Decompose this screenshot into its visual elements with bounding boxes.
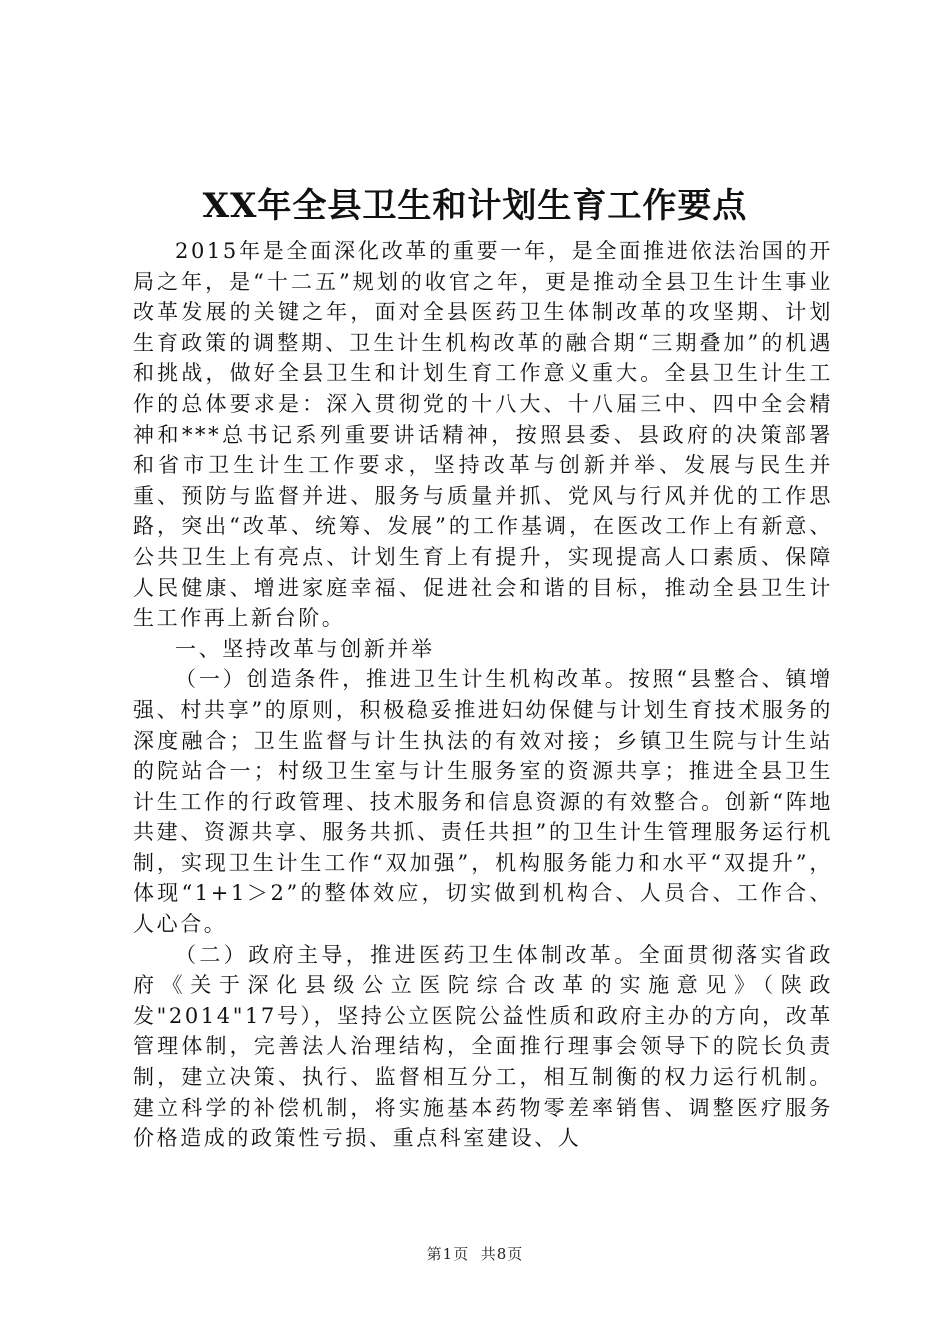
footer-separator bbox=[469, 1245, 481, 1263]
section-heading-1: 一、坚持改革与创新并举 bbox=[175, 636, 435, 661]
paragraph-item-2: （二）政府主导，推进医药卫生体制改革。全面贯彻落实省政府《关于深化县级公立医院综合改革的实施意见》（陕政发"2014"17号），坚持公立医院公益性质和政府主办的方向，改革管理体制，完善法人治理结构，全面推行理事会领导下的院长负责制，建立决策、执行、监督相互分工，相互制衡的权力运行机制。建立科学的补偿机制，将实施基本药物零差率销售、调整医疗服务价格造成的政策性亏损、重点科室建设、人 bbox=[133, 942, 833, 1151]
paragraph-intro: 2015年是全面深化改革的重要一年，是全面推进依法治国的开局之年，是“十二五”规划的收官之年，更是推动全县卫生计生事业改革发展的关键之年，面对全县医药卫生体制改革的攻坚期、计划生育政策的调整期、卫生计生机构改革的融合期“三期叠加”的机遇和挑战，做好全县卫生和计划生育工作意义重大。全县卫生计生工作的总体要求是：深入贯彻党的十八大、十八届三中、四中全会精神和***总书记系列重要讲话精神，按照县委、县政府的决策部署和省市卫生计生工作要求，坚持改革与创新并举、发展与民生并重、预防与监督并进、服务与质量并抓、党风与行风并优的工作思路，突出“改革、统筹、发展”的工作基调，在医改工作上有新意、公共卫生上有亮点、计划生育上有提升，实现提高人口素质、保障人民健康、增进家庭幸福、促进社会和谐的目标，推动全县卫生计生工作再上新台阶。 bbox=[133, 239, 833, 631]
document-body bbox=[133, 236, 833, 1154]
document-title: XX年全县卫生和计划生育工作要点 bbox=[202, 186, 748, 226]
paragraph-item-1: （一）创造条件，推进卫生计生机构改革。按照“县整合、镇增强、村共享”的原则，积极稳妥推进妇幼保健与计划生育技术服务的深度融合；卫生监督与计生执法的有效对接；乡镇卫生院与计生站的院站合一；村级卫生室与计生服务室的资源共享；推进全县卫生计生工作的行政管理、技术服务和信息资源的有效整合。创新“阵地共建、资源共享、服务共抓、责任共担”的卫生计生管理服务运行机制，实现卫生计生工作“双加强”，机构服务能力和水平“双提升”，体现“1+1＞2”的整体效应，切实做到机构合、人员合、工作合、人心合。 bbox=[133, 667, 833, 937]
page-number: 第1页 bbox=[426, 1245, 470, 1263]
page-total: 共8页 bbox=[480, 1245, 524, 1263]
page-footer bbox=[0, 1244, 950, 1264]
